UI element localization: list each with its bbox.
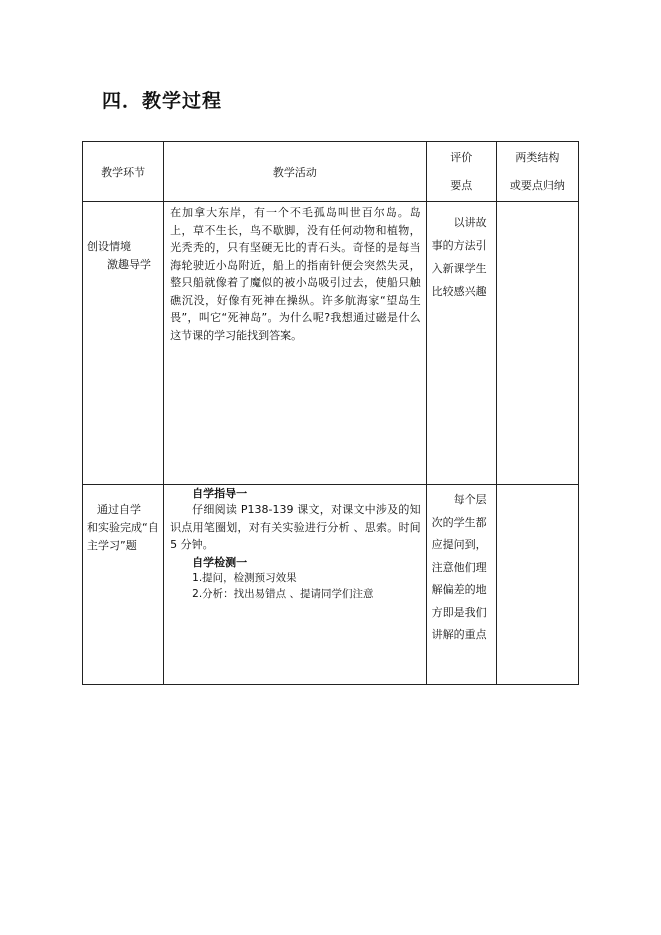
table-header-row bbox=[83, 142, 579, 202]
row2-stage-cell bbox=[83, 485, 164, 685]
header-activity: 教学活动 bbox=[164, 142, 427, 202]
self-check-item-1: 1.提问，检测预习效果 bbox=[192, 571, 297, 584]
self-check-title: 自学检测一 bbox=[192, 555, 248, 569]
header-eval bbox=[426, 142, 496, 202]
section-heading: 四．教学过程 bbox=[102, 90, 223, 112]
row2-activity-cell bbox=[164, 485, 427, 685]
table-row bbox=[83, 202, 579, 485]
row2-stage-line1: 通过自学 bbox=[97, 503, 141, 516]
header-eval-line1: 评价 bbox=[450, 150, 473, 164]
row1-eval-cell bbox=[426, 202, 496, 485]
row2-eval-cell bbox=[426, 485, 496, 685]
row1-stage-cell bbox=[83, 202, 164, 485]
row2-eval-lead: 每个层 bbox=[453, 493, 487, 506]
row2-stage-rest: 和实验完成“自主学习”题 bbox=[87, 521, 159, 552]
table-row bbox=[83, 485, 579, 685]
row1-stage-line2: 激趣导学 bbox=[107, 258, 151, 271]
header-structure bbox=[496, 142, 578, 202]
self-study-guide-text: 仔细阅读 P138-139 课文，对课文中涉及的知识点用笔圈划，对有关实验进行分析 、思索。时间 5 分钟。 bbox=[170, 503, 421, 551]
header-structure-line1: 两类结构 bbox=[515, 150, 560, 164]
header-stage: 教学环节 bbox=[83, 142, 164, 202]
row2-structure-cell bbox=[496, 485, 578, 685]
row1-eval-rest: 事的方法引入新课学生比较感兴趣 bbox=[431, 239, 487, 298]
row1-structure-cell bbox=[496, 202, 578, 485]
row1-activity-cell bbox=[164, 202, 427, 485]
self-study-guide-title: 自学指导一 bbox=[192, 487, 248, 500]
teaching-process-table bbox=[82, 141, 579, 685]
self-check-item-2: 2.分析：找出易错点 、提请同学们注意 bbox=[192, 587, 374, 600]
header-structure-line2: 或要点归纳 bbox=[509, 178, 565, 192]
header-eval-line2: 要点 bbox=[450, 178, 473, 192]
row1-eval-lead: 以讲故 bbox=[453, 216, 487, 229]
row1-activity-text: 在加拿大东岸，有一个不毛孤岛叫世百尔岛。岛上，草不生长，鸟不歇脚，没有任何动物和植物，光秃秃的，只有坚硬无比的青石头。奇怪的是每当海轮驶近小岛附近，船上的指南针便会突然失灵，整只船就像着了魔似的被小岛吸引过去，使船只触礁沉没，好像有死神在操纵。许多航海家“望岛生畏”，叫它“死神岛”。为什么呢?我想通过磁是什么这节课的学习能找到答案。 bbox=[170, 206, 421, 342]
row1-stage-line1: 创设情境 bbox=[87, 240, 131, 253]
row2-eval-rest: 次的学生都应提问到，注意他们理解偏差的地方即是我们讲解的重点 bbox=[431, 515, 487, 641]
